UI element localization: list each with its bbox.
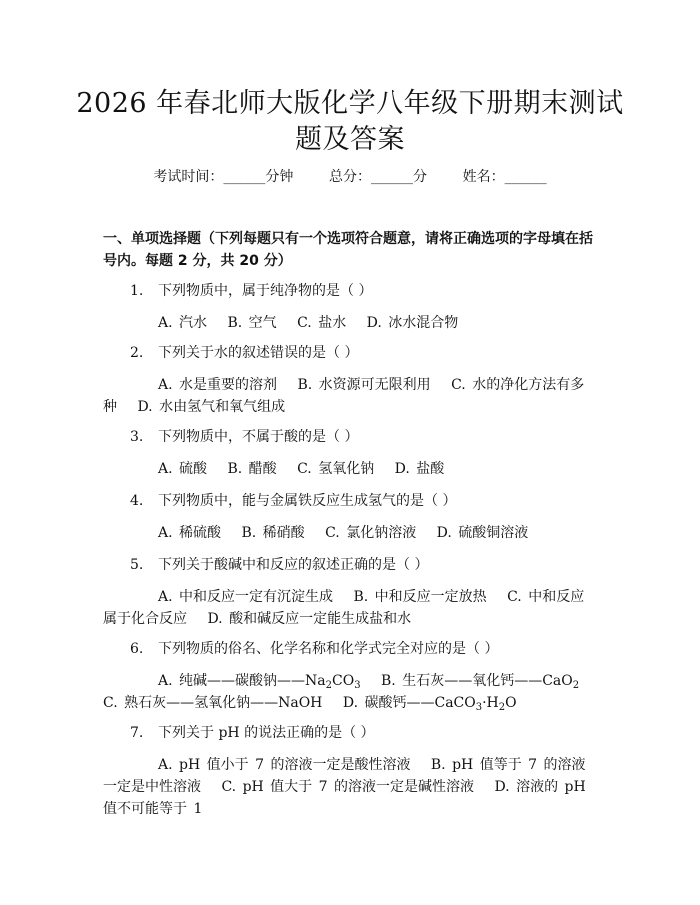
question-7 (130, 722, 375, 744)
question-1-options: A. 汽水 B. 空气 C. 盐水 D. 冰水混合物 (158, 315, 459, 331)
section-heading: 一、单项选择题（下列每题只有一个选项符合题意，请将正确选项的字母填在括号内。每题 2 分，共 20 分） (103, 231, 593, 269)
question-2 (130, 342, 358, 364)
exam-time: 考试时间：______分钟 (153, 169, 294, 185)
option-c: C. 熟石灰——氢氧化钠——NaOH (103, 695, 323, 711)
question-text: 下列物质中，属于纯净物的是（ ） (158, 283, 373, 299)
student-name: 姓名：______ (462, 169, 547, 185)
question-number: 7. (130, 725, 144, 741)
question-6-options (103, 670, 593, 714)
option-a: A. 纯碱——碳酸钠$——Na_2CO_3$ (158, 673, 361, 691)
question-number: 3. (130, 429, 144, 445)
question-text: 下列物质中，能与金属铁反应生成氢气的是（ ） (158, 493, 457, 509)
question-number: 2. (130, 345, 144, 361)
question-7-options: A. pH 值小于 7 的溶液一定是酸性溶液 B. pH 值等于 7 的溶液一定是中性溶液 C. pH 值大于 7 的溶液一定是碱性溶液 D. 溶液的 pH 值不可能等于 1 (103, 757, 586, 817)
question-text: 下列物质中，不属于酸的是（ ） (158, 429, 359, 445)
question-1 (130, 280, 372, 302)
question-text: 下列关于 pH 的说法正确的是（ ） (158, 725, 375, 741)
question-number: 5. (130, 557, 144, 573)
question-2-options: A. 水是重要的溶剂 B. 水资源可无限利用 C. 水的净化方法有多种 D. 水由氢气和氧气组成 (103, 377, 585, 415)
question-4-options: A. 稀硫酸 B. 稀硝酸 C. 氯化钠溶液 D. 硫酸铜溶液 (158, 525, 529, 541)
question-5-options: A. 中和反应一定有沉淀生成 B. 中和反应一定放热 C. 中和反应属于化合反应 D. 酸和碱反应一定能生成盐和水 (103, 589, 585, 627)
question-3 (130, 426, 358, 448)
question-number: 1. (130, 283, 144, 299)
question-text: 下列物质的俗名、化学名称和化学式完全对应的是（ ） (158, 641, 499, 657)
question-number: 4. (130, 493, 144, 509)
question-text: 下列关于酸碱中和反应的叙述正确的是（ ） (158, 557, 429, 573)
question-3-options: A. 硫酸 B. 醋酸 C. 氢氧化钠 D. 盐酸 (158, 461, 445, 477)
exam-score: 总分：______分 (329, 169, 427, 185)
exam-meta (0, 166, 700, 188)
page-title-line1: 2026 年春北师大版化学八年级下册期末测试 (76, 88, 624, 119)
question-text: 下列关于水的叙述错误的是（ ） (158, 345, 359, 361)
page-title-line2: 题及答案 (295, 124, 405, 155)
option-b: B. 生石灰——氧化钙——CaO$_2$ (381, 673, 580, 691)
question-5 (130, 554, 428, 576)
option-d: D. 碳酸钙$——CaCO_3\cdot H_2O$ (342, 695, 517, 713)
question-6 (130, 638, 498, 660)
question-number: 6. (130, 641, 144, 657)
question-4 (130, 490, 456, 512)
